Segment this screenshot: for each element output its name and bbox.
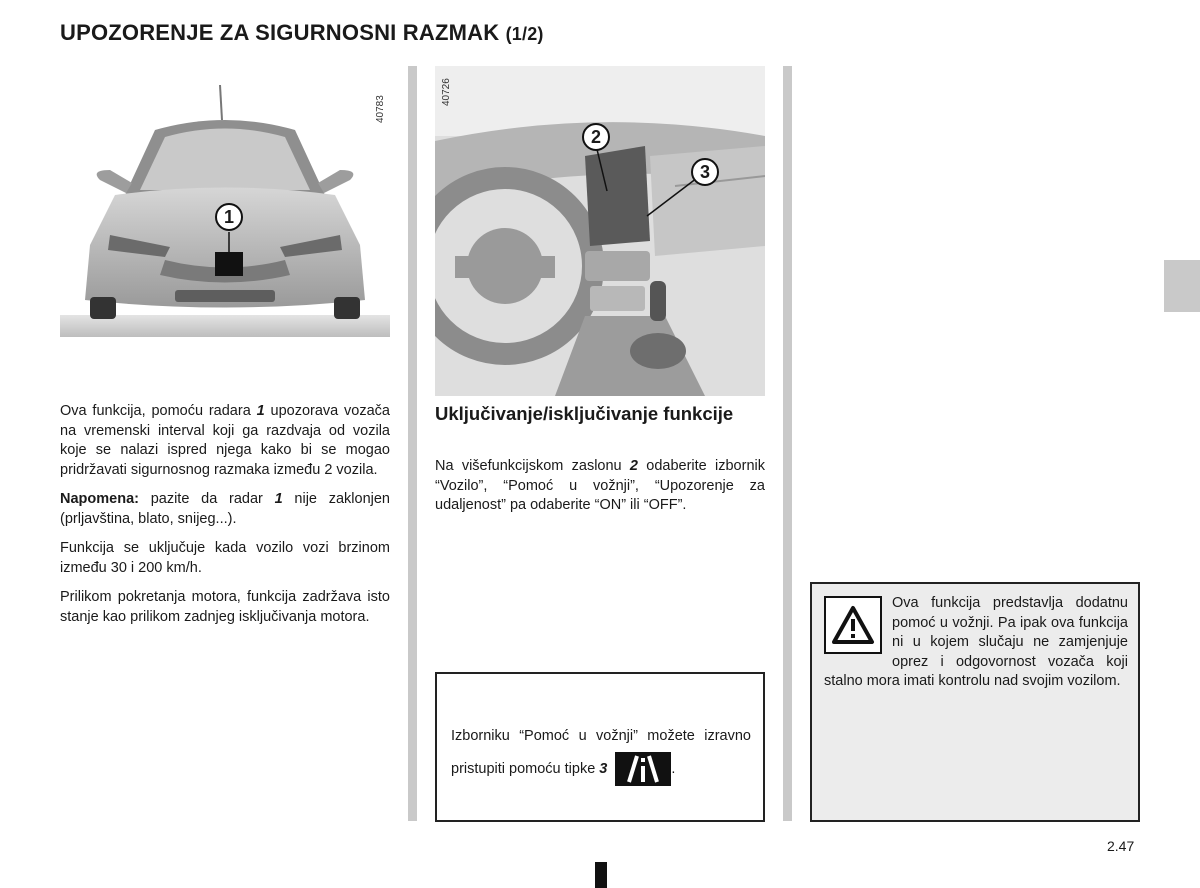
warning-box xyxy=(810,582,1140,822)
paragraph-radar-intro xyxy=(60,402,390,480)
text-segment: upozorava vozača na vremenski interval koji ga razdvaja od vozila koje se nalazi ispred njega kako bi se mogao pridržavati sigurnosnog razmaka između 2 vozila. xyxy=(60,403,391,478)
chapter-tab xyxy=(1164,260,1200,312)
driving-assist-lane-icon xyxy=(615,752,671,786)
figure-code: 40783 xyxy=(375,95,386,123)
ref-number: 1 xyxy=(274,491,283,507)
column-divider-left xyxy=(408,66,417,821)
note-label: Napomena: xyxy=(60,491,139,507)
ref-number: 3 xyxy=(599,760,608,777)
paragraph-engine-start: Prilikom pokretanja motora, funkcija zadržava isto stanje kao prilikom zadnjeg isključivanja motora. xyxy=(60,589,390,625)
bottom-marker xyxy=(595,862,607,888)
page-title-text: UPOZORENJE ZA SIGURNOSNI RAZMAK xyxy=(60,20,500,45)
figure-dashboard xyxy=(435,66,765,396)
dashboard-illustration xyxy=(435,66,765,396)
figure-car-front xyxy=(60,75,390,345)
text-segment: Ova funkcija, pomoću radara xyxy=(60,403,257,419)
ref-number: 1 xyxy=(256,403,265,419)
ref-number: 2 xyxy=(629,458,638,474)
page-number: 2.47 xyxy=(1107,838,1135,854)
page-title-part: (1/2) xyxy=(505,24,544,44)
text-segment: Na višefunkcijskom zaslonu xyxy=(435,458,630,474)
callout-button: 3 xyxy=(691,158,719,186)
info-box-text xyxy=(451,720,751,786)
paragraph-note xyxy=(60,490,390,529)
icon-spacer xyxy=(824,594,892,658)
text-segment: odaberite izbornik “Vozilo”, “Pomoć u vožnji”, “Upozorenje za udaljenost” pa odaberite “ON” ili “OFF”. xyxy=(435,458,765,513)
page-title xyxy=(60,20,544,46)
figure-code: 40726 xyxy=(441,78,452,106)
middle-column-text xyxy=(435,457,765,526)
info-box xyxy=(435,672,765,822)
text-segment: . xyxy=(671,760,676,777)
callout-screen: 2 xyxy=(582,123,610,151)
column-divider-right xyxy=(783,66,792,821)
warning-text-content: Ova funkcija predstavlja dodatnu pomoć u vožnji. Pa ipak ova funkcija ni u kojem slučaju ne zamjenjuje oprez i odgovornost vozača koji stalno mora imati kontrolu nad svojim vozilom. xyxy=(824,595,1128,689)
text-segment: nije zaklonjen (prljavština, blato, snijeg...). xyxy=(60,491,390,527)
paragraph-speed-range: Funkcija se uključuje kada vozilo vozi brzinom između 30 i 200 km/h. xyxy=(60,540,390,576)
paragraph-activation xyxy=(435,457,765,516)
callout-radar: 1 xyxy=(215,203,243,231)
text-segment: Izborniku “Pomoć u vožnji” možete izravno pristupiti pomoću tipke xyxy=(451,728,751,777)
text-segment: pazite da radar xyxy=(138,491,275,507)
warning-text xyxy=(824,594,1128,692)
section-heading: Uključivanje/isključivanje funkcije xyxy=(435,403,734,424)
left-column-text xyxy=(60,402,390,637)
